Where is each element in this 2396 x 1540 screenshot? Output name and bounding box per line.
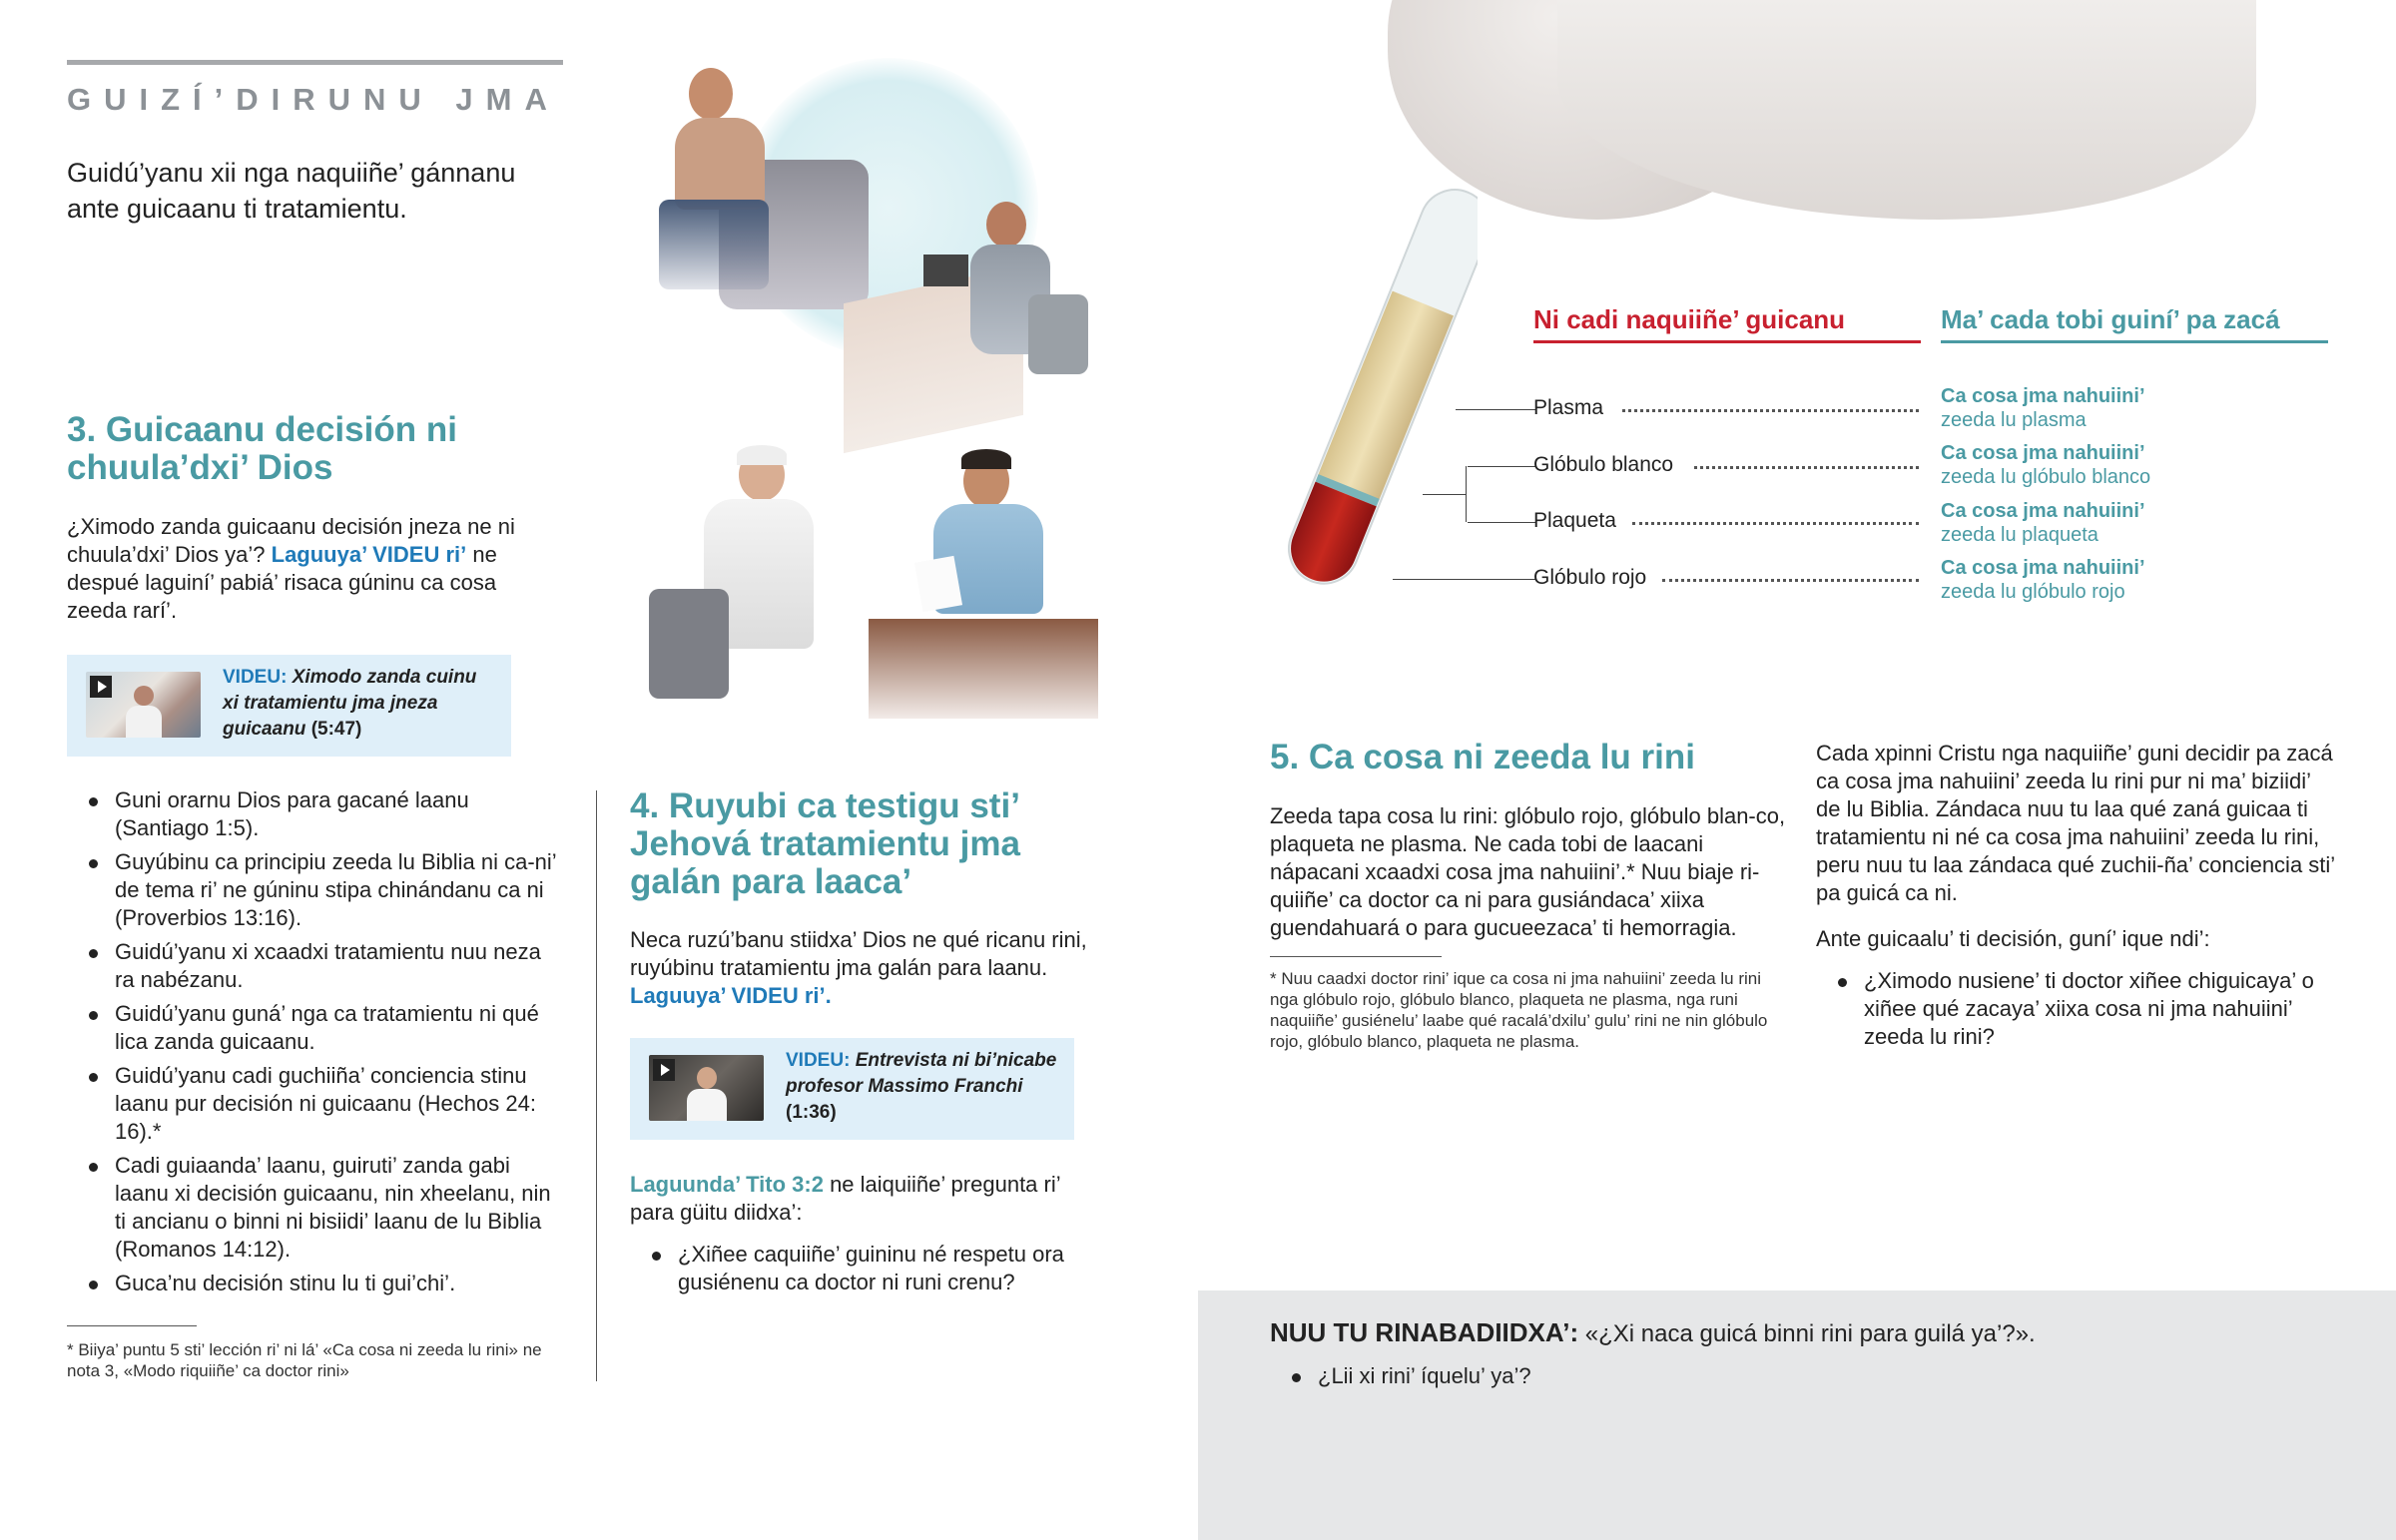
chart-right-header: Ma’ cada tobi guiní’ pa zacá bbox=[1941, 304, 2280, 334]
row-right-sub: zeeda lu glóbulo rojo bbox=[1941, 581, 2125, 603]
connector-bracket bbox=[1466, 466, 1467, 522]
video-title: Ximodo zanda cuinu xi tratamientu jma jneza guicaanu bbox=[223, 667, 477, 740]
section5-right-para1: Cada xpinni Cristu nga naquiiñe’ guni decidir pa zacá ca cosa jma nahuiini’ zeeda lu rini pur ni ma’ biziidi’ de lu Biblia. Zándaca nuu tu laa qué zaná guicaa ti tratamientu ni né ca cosa jma nahuiini’ zeeda lu rini, peru nuu tu laa zándaca qué zuchii-ña’ conciencia sti’ pa guicá ca ni. bbox=[1816, 741, 2335, 905]
video-title: Entrevista ni bi’nicabe profesor Massimo Franchi bbox=[786, 1050, 1057, 1097]
leader-dots bbox=[1662, 579, 1919, 582]
intro-text: Guidú’yanu xii nga naquiiñe’ gánnanu ante guicaanu ti tratamientu. bbox=[67, 158, 516, 224]
section3-text: ¿Ximodo zanda guicaanu decisión jneza ne ni chuula’dxi’ Dios ya’? bbox=[67, 514, 515, 567]
section-label: GUIZÍ’DIRUNU JMA bbox=[67, 82, 560, 117]
lower-desk bbox=[869, 619, 1098, 719]
question-line bbox=[1270, 1317, 2036, 1348]
question-bullets bbox=[1270, 1362, 1969, 1396]
elder-hair bbox=[737, 445, 787, 465]
section3-title: 3. Guicaanu decisión ni chuula’dxi’ Dios bbox=[67, 410, 457, 487]
office-chair bbox=[1028, 294, 1088, 374]
section5-footnote: * Nuu caadxi doctor rini’ ique ca cosa ni jma nahuiini’ zeeda lu rini nga glóbulo rojo, glóbulo blanco, plaqueta ne plasma, nga runi naquiiñe’ gusiénelu’ laabe qué racalá’dxilu’ gulu’ rini ne nin glóbulo rojo, glóbulo blanco, plaqueta ne plasma. bbox=[1270, 969, 1768, 1051]
row-label-red: Glóbulo rojo bbox=[1533, 566, 1647, 589]
row-label-platelet: Plaqueta bbox=[1533, 509, 1616, 532]
leader-dots bbox=[1694, 466, 1919, 469]
tube-plasma bbox=[1318, 291, 1454, 501]
row-right-sub: zeeda lu plasma bbox=[1941, 409, 2087, 431]
list-item: Guidú’yanu xi xcaadxi tratamientu nuu neza ra nabézanu. bbox=[67, 938, 566, 994]
row-right-bold: Ca cosa jma nahuiini’ bbox=[1941, 442, 2145, 464]
chart-left-header: Ni cadi naquiiñe’ guicanu bbox=[1533, 304, 1846, 334]
connector-red bbox=[1393, 579, 1535, 580]
video-label: VIDEU: bbox=[223, 667, 288, 688]
question-quote: «¿Xi naca guicá binni rini para guilá ya’?». bbox=[1578, 1320, 2036, 1347]
thumb-body bbox=[687, 1089, 727, 1121]
section4-text bbox=[630, 926, 1109, 1010]
row-right-bold: Ca cosa jma nahuiini’ bbox=[1941, 385, 2145, 407]
list-item: Guni orarnu Dios para gacané laanu (Santiago 1:5). bbox=[67, 786, 566, 842]
chair-lower bbox=[649, 589, 729, 699]
section3-video-box[interactable] bbox=[67, 655, 511, 757]
list-item: ¿Ximodo nusiene’ ti doctor xiñee chiguicaya’ o xiñee qué zacaya’ xiixa cosa ni jma nahuiini’ zeeda lu rini? bbox=[1816, 967, 2335, 1051]
list-item: Cadi guiaanda’ laanu, guiruti’ zanda gabi laanu xi decisión guicaanu, nin xheelanu, nin ti ancianu o binni ni bisiidi’ laanu de lu Biblia (Romanos 14:12). bbox=[67, 1152, 566, 1264]
chart-right-rule bbox=[1941, 340, 2328, 343]
thumb-person bbox=[134, 686, 154, 706]
section4-read-text: ne laiquiiñe’ pregunta ri’ para güitu diidxa’: bbox=[630, 1172, 1060, 1225]
section4-video-link[interactable]: Laguuya’ VIDEU ri’. bbox=[630, 983, 832, 1008]
doctor-head bbox=[986, 202, 1026, 248]
leader-dots bbox=[1632, 522, 1919, 525]
section4-bullets bbox=[630, 1241, 1099, 1302]
row-right-bold: Ca cosa jma nahuiini’ bbox=[1941, 557, 2145, 579]
video-label: VIDEU: bbox=[786, 1050, 851, 1071]
row-right-bold: Ca cosa jma nahuiini’ bbox=[1941, 500, 2145, 522]
row-right-red bbox=[1941, 556, 2145, 604]
connector-platelet bbox=[1468, 522, 1535, 523]
row-right-sub: zeeda lu glóbulo blanco bbox=[1941, 466, 2151, 488]
question-label: NUU TU RINABADIIDXA’: bbox=[1270, 1317, 1579, 1347]
row-right-sub: zeeda lu plaqueta bbox=[1941, 524, 2098, 546]
chart-left-rule bbox=[1533, 340, 1921, 343]
row-right-platelet bbox=[1941, 499, 2145, 547]
section3-intro bbox=[67, 513, 536, 625]
row-right-white bbox=[1941, 441, 2150, 489]
patient-hair bbox=[961, 449, 1011, 469]
column-divider bbox=[596, 790, 597, 1381]
section4-read bbox=[630, 1171, 1109, 1227]
thumb-person bbox=[697, 1067, 717, 1089]
video-thumbnail[interactable] bbox=[86, 672, 201, 738]
connector-white bbox=[1468, 466, 1535, 467]
section4-title: 4. Ruyubi ca testigu sti’ Jehová tratamientu jma galán para laaca’ bbox=[630, 786, 1020, 901]
video-caption bbox=[786, 1048, 1065, 1126]
section5-title: 5. Ca cosa ni zeeda lu rini bbox=[1270, 738, 1695, 776]
play-icon[interactable] bbox=[653, 1059, 675, 1081]
play-icon[interactable] bbox=[90, 676, 112, 698]
row-label-plasma: Plasma bbox=[1533, 396, 1604, 419]
video-duration: (1:36) bbox=[786, 1102, 837, 1123]
section3-bullets bbox=[67, 786, 566, 1303]
list-item: Guca’nu decisión stinu lu ti gui’chi’. bbox=[67, 1270, 566, 1297]
question-box bbox=[1198, 1290, 2396, 1540]
connector-stub bbox=[1423, 494, 1466, 495]
footnote-rule bbox=[1270, 956, 1442, 957]
man-legs bbox=[659, 200, 769, 289]
row-label-white: Glóbulo blanco bbox=[1533, 453, 1674, 476]
list-item: Guidú’yanu cadi guchiiña’ conciencia stinu laanu pur decisión ni guicaanu (Hechos 24: 16).* bbox=[67, 1062, 566, 1146]
section5-bullets bbox=[1816, 967, 2335, 1057]
section3-video-link[interactable]: Laguuya’ VIDEU ri’ bbox=[271, 542, 467, 567]
section3-footnote: * Biiya’ puntu 5 sti’ lección ri’ ni lá’ «Ca cosa ni zeeda lu rini» ne nota 3, «Modo riquiiñe’ ca doctor rini» bbox=[67, 1340, 542, 1380]
thumb-body bbox=[126, 706, 162, 738]
list-item: Guidú’yanu guná’ nga ca tratamientu ni qué lica zanda guicaanu. bbox=[67, 1000, 566, 1056]
consultation-illustration bbox=[619, 50, 1178, 739]
section5-paragraph: Zeeda tapa cosa lu rini: glóbulo rojo, glóbulo blan-co, plaqueta ne plasma. Ne cada tobi de laacani nápacani xcaadxi cosa jma nahuiini’.* Nuu biaje ri-quiiñe’ ca doctor ca ni para gusiándaca’ xiixa guendahuará o para gucueezaca’ ti hemorragia. bbox=[1270, 803, 1786, 940]
video-duration: (5:47) bbox=[310, 719, 362, 740]
section5-right-para2: Ante guicaalu’ ti decisión, guní’ ique ndi’: bbox=[1816, 926, 2210, 951]
list-item: ¿Xiñee caquiiñe’ guininu né respetu ora gusiénenu ca doctor ni runi crenu? bbox=[630, 1241, 1099, 1296]
section4-video-box[interactable] bbox=[630, 1038, 1074, 1140]
section4-body: Neca ruzú’banu stiidxa’ Dios ne qué ricanu rini, ruyúbinu tratamientu jma galán para laanu. bbox=[630, 927, 1087, 980]
footnote-rule bbox=[67, 1325, 197, 1326]
man-head bbox=[689, 68, 733, 120]
section3-text-after: ne despué laguiní’ pabiá’ risaca gúninu ca cosa zeeda rarí’. bbox=[67, 542, 497, 623]
leader-dots bbox=[1622, 409, 1919, 412]
header-rule bbox=[67, 60, 563, 65]
row-right-plasma bbox=[1941, 384, 2145, 432]
man-torso bbox=[675, 118, 765, 210]
paper bbox=[914, 556, 962, 612]
video-thumbnail[interactable] bbox=[649, 1055, 764, 1121]
connector-plasma bbox=[1456, 409, 1535, 410]
list-item: Guyúbinu ca principiu zeeda lu Biblia ni ca-ni’ de tema ri’ ne gúninu stipa chinándanu ca ni (Proverbios 13:16). bbox=[67, 848, 566, 932]
scripture-link[interactable]: Laguunda’ Tito 3:2 bbox=[630, 1172, 824, 1197]
laptop bbox=[923, 255, 968, 286]
video-caption bbox=[223, 665, 492, 743]
list-item: ¿Lii xi rini’ íquelu’ ya’? bbox=[1270, 1362, 1969, 1390]
